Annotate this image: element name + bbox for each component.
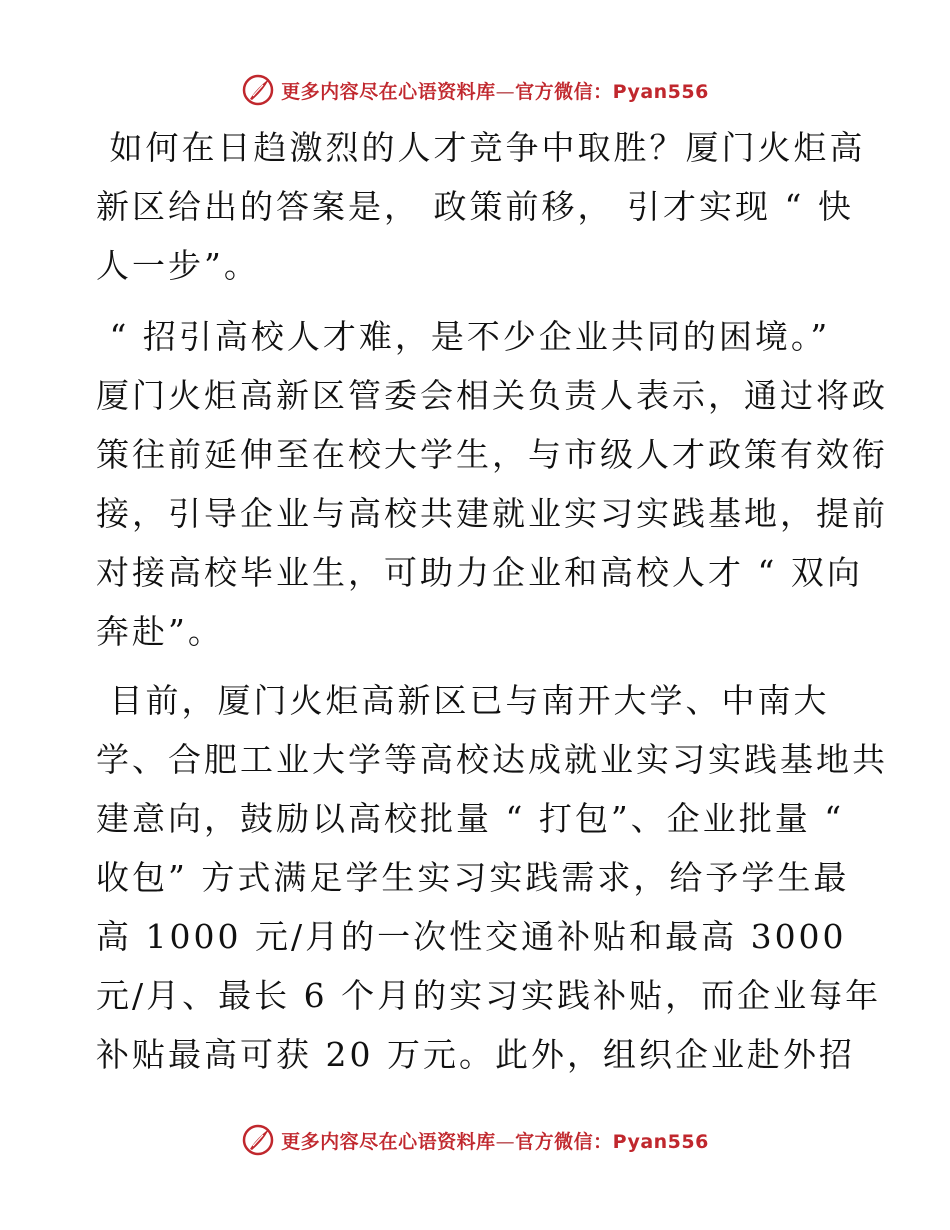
paragraph-1 [96,118,866,295]
text-line: 高 1000 元/月的一次性交通补贴和最高 3000 [96,917,847,956]
text-line: 奔赴”。 [96,612,224,651]
text-line: 建意向，鼓励以高校批量 “ 打包”、企业批量 “ [96,799,845,838]
paragraph-3 [96,671,888,1084]
text-line: 元/月、最长 6 个月的实习实践补贴，而企业每年 [96,976,882,1015]
text-line: 接，引导企业与高校共建就业实习实践基地，提前 [96,494,888,533]
watermark-text: 更多内容尽在心语资料库—官方微信：Pyan556 [281,80,709,103]
text-line: “ 招引高校人才难，是不少企业共同的困境。” [96,317,831,356]
watermark-text: 更多内容尽在心语资料库—官方微信：Pyan556 [281,1130,709,1153]
feather-pen-logo-icon [241,73,275,107]
article-body [96,118,888,1084]
footer-watermark [241,1123,709,1157]
header-watermark-banner [0,70,950,110]
text-line: 学、合肥工业大学等高校达成就业实习实践基地共 [96,740,888,779]
text-line: 新区给出的答案是， 政策前移， 引才实现 “ 快 [96,187,854,226]
text-line: 人一步”。 [96,246,260,285]
text-line: 厦门火炬高新区管委会相关负责人表示，通过将政 [96,376,888,415]
text-line: 收包” 方式满足学生实习实践需求，给予学生最 [96,858,850,897]
text-line: 如何在日趋激烈的人才竞争中取胜？厦门火炬高 [96,128,866,167]
feather-pen-logo-icon [241,1123,275,1157]
text-line: 目前，厦门火炬高新区已与南开大学、中南大 [96,681,830,720]
text-line: 补贴最高可获 20 万元。此外，组织企业赴外招 [96,1035,855,1074]
paragraph-2 [96,307,888,661]
text-line: 策往前延伸至在校大学生，与市级人才政策有效衔 [96,435,888,474]
header-watermark [241,73,709,107]
text-line: 对接高校毕业生，可助力企业和高校人才 “ 双向 [96,553,863,592]
footer-watermark-banner [0,1120,950,1160]
